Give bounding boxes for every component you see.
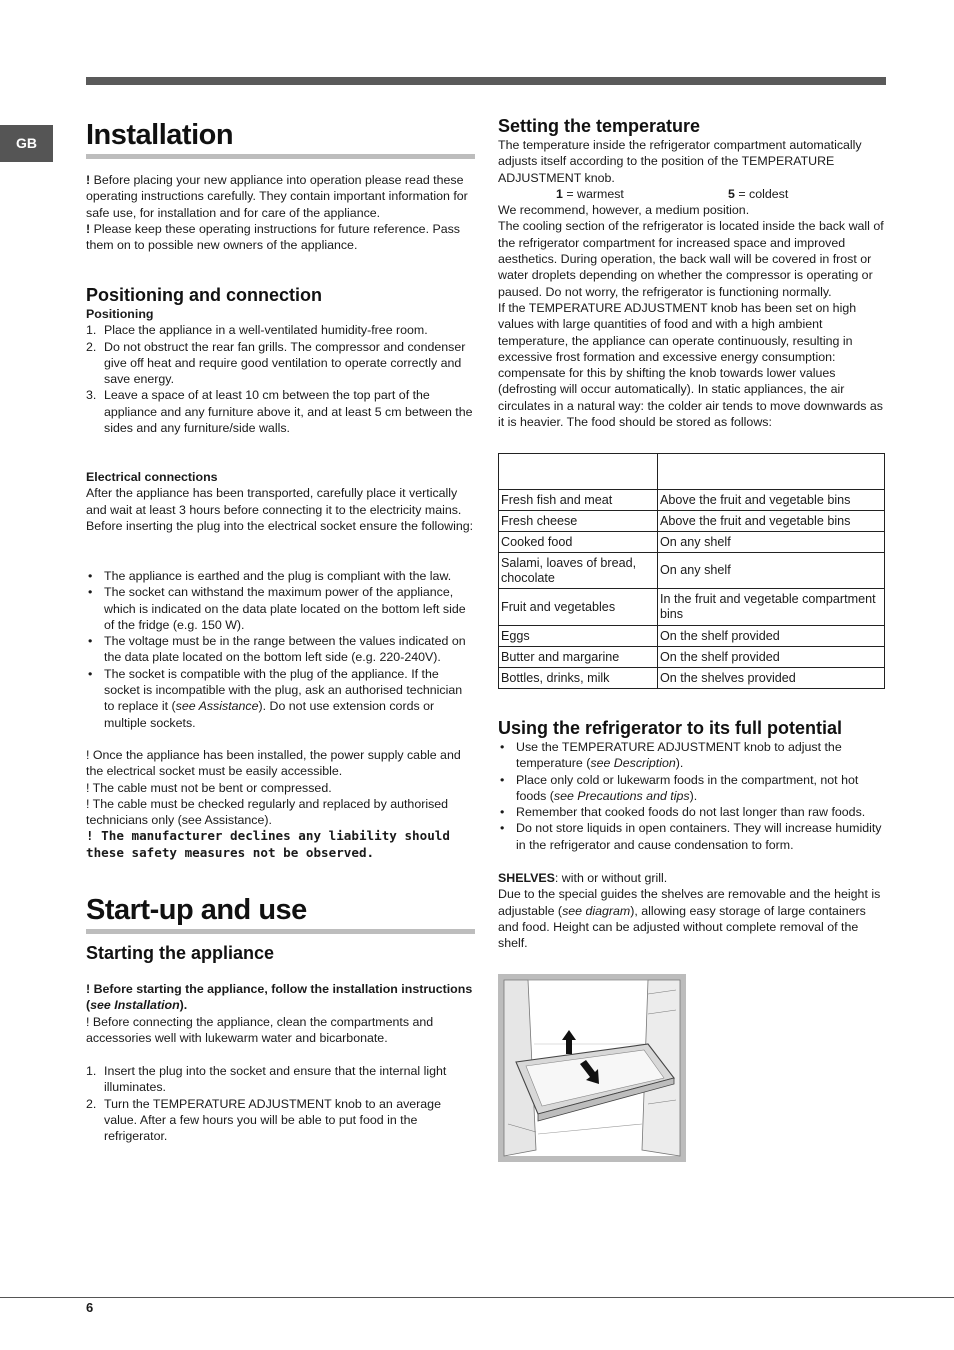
table-row: Eggs On the shelf provided [499, 626, 885, 647]
bold-warning: ! Before starting the appliance, follow the installation instructions (see Installation). [86, 982, 473, 1013]
electrical-section [86, 469, 475, 534]
shelves-text: Due to the special guides the shelves are removable and the height is adjustable (see diagram), allowing easy storage of large containers and food. Height can be adjusted without complete removal of the shelf. [498, 887, 881, 951]
list-item: • The appliance is earthed and the plug is compliant with the law. [88, 569, 452, 583]
positioning-heading: Positioning and connection [86, 285, 322, 305]
startup-steps [86, 1063, 475, 1144]
temperature-text-1: The temperature inside the refrigerator compartment automatically adjusts itself according to the position of the TEMPERATURE ADJUSTMENT knob. [498, 138, 862, 185]
list-item: • Place only cold or lukewarm foods in the compartment, not hot foods (see Precautions and tips). [500, 772, 859, 803]
list-item: 1. Place the appliance in a well-ventilated humidity-free room. [86, 323, 428, 338]
intro-paragraph-1 [86, 172, 475, 221]
warning-text: ! The cable must be checked regularly and replaced by authorised technicians only (see Assistance). [86, 796, 449, 828]
starting-heading-wrap [86, 943, 475, 964]
installation-title: Installation [86, 119, 234, 151]
table-row: Cooked food On any shelf [499, 532, 885, 553]
electrical-text: After the appliance has been transported, carefully place it vertically and wait at least 3 hours before connecting it to the electricity mains. Before inserting the plug into the electrical socket ensure the following: [86, 486, 474, 533]
installation-warnings [86, 747, 475, 861]
knob-scale [498, 186, 886, 202]
electrical-checklist [86, 568, 475, 731]
warning-text: ! The cable must not be bent or compressed. [86, 780, 332, 795]
table-row: Fresh fish and meat Above the fruit and vegetable bins [499, 490, 885, 511]
storage-table [498, 453, 885, 689]
temperature-text-4: If the TEMPERATURE ADJUSTMENT knob has been set on high values with large quantities of food and with a high ambient temperature, the appliance can operate continuously, resulting in excessive frost formation and excessive energy consumption: compensate for this by shifting the knob towards lower values (defrosting will occur automatically). In static appliances, the air circulates in a natural way: the colder air tends to move downwards as it is heavier. The food should be stored as follows: [498, 300, 883, 430]
starting-heading: Starting the appliance [86, 943, 275, 963]
positioning-section [86, 285, 475, 436]
positioning-subheading: Positioning [86, 307, 154, 321]
clean-warning: ! Before connecting the appliance, clean the compartments and accessories well with lukewarm water and bicarbonate. [86, 1014, 434, 1045]
list-item: • The socket can withstand the maximum power of the appliance, which is indicated on the data plate located on the bottom left side of the fridge (e.g. 150 W). [88, 585, 466, 632]
coldest-label: 5 = coldest [728, 186, 789, 201]
shelf-diagram [498, 974, 686, 1162]
footer-rule [0, 1297, 954, 1298]
title-rule [86, 154, 475, 159]
intro-text-1: Before placing your new appliance into operation please read these operating instructions carefully. They contain important information for safe use, for installation and for care of the appliance. [86, 173, 468, 220]
potential-section [498, 718, 886, 853]
list-item: • Remember that cooked foods do not last longer than raw foods. [500, 805, 866, 820]
shelves-label-line: SHELVES: with or without grill. [498, 871, 668, 885]
potential-heading: Using the refrigerator to its full potential [498, 718, 843, 738]
warning-mark: ! [86, 221, 91, 236]
warning-mark: ! [86, 173, 91, 187]
liability-warning: ! The manufacturer declines any liability should these safety measures not be observed. [86, 828, 450, 860]
shelves-section [498, 870, 886, 951]
list-item: 1. Insert the plug into the socket and ensure that the internal light illuminates. [86, 1064, 447, 1095]
list-item: • Use the TEMPERATURE ADJUSTMENT knob to adjust the temperature (see Description). [500, 740, 842, 771]
title-rule [86, 929, 475, 934]
positioning-list [86, 322, 475, 436]
list-item: • Do not store liquids in open containers. They will increase humidity in the refrigerator and cause condensation to form. [500, 821, 882, 852]
table-row: Fruit and vegetables In the fruit and vegetable compartment bins [499, 589, 885, 626]
shelf-diagram-illustration [498, 974, 686, 1162]
temperature-heading: Setting the temperature [498, 116, 701, 136]
page-number: 6 [86, 1300, 94, 1315]
top-rule [86, 77, 886, 85]
table-row: Salami, loaves of bread, chocolate On any shelf [499, 553, 885, 589]
list-item: 2. Turn the TEMPERATURE ADJUSTMENT knob to an average value. After a few hours you will be able to put food in the refrigerator. [86, 1096, 441, 1144]
table-row: Fresh cheese Above the fruit and vegetable bins [499, 511, 885, 532]
intro-paragraph-2 [86, 221, 475, 254]
table-row: Butter and margarine On the shelf provided [499, 647, 885, 668]
starting-warnings [86, 981, 475, 1046]
list-item: 3. Leave a space of at least 10 cm between the top part of the appliance and any furniture above it, and at least 5 cm between the sides and any furniture/side walls. [86, 388, 473, 436]
temperature-text-3: The cooling section of the refrigerator is located inside the back wall of the refrigerator compartment for increased space and improved aesthetics. During operation, the back wall will be covered in frost or water droplets depending on whether the compressor is operating or paused. Do not worry, the refrigerator is functioning normally. [498, 219, 884, 299]
startup-title: Start-up and use [86, 894, 307, 926]
warning-text: ! Once the appliance has been installed, the power supply cable and the electrical socket must be easily accessible. [86, 748, 461, 779]
installation-intro [86, 172, 475, 253]
temperature-section [498, 116, 886, 430]
table-row: Bottles, drinks, milk On the shelves provided [499, 668, 885, 689]
list-item: • The voltage must be in the range between the values indicated on the data plate located on the bottom left side (e.g. 220-240V). [88, 634, 466, 665]
electrical-subheading: Electrical connections [86, 470, 218, 484]
intro-text-2: Please keep these operating instructions for future reference. Pass them on to possible new owners of the appliance. [86, 221, 461, 253]
list-item: • The socket is compatible with the plug of the appliance. If the socket is incompatible with the plug, ask an authorised technician to replace it (see Assistance). Do not use extension cords or multiple sockets. [88, 666, 463, 730]
temperature-text-2: We recommend, however, a medium position. [498, 203, 750, 218]
startup-section [86, 893, 475, 934]
table-header-row [499, 454, 885, 490]
language-tab: GB [0, 125, 53, 162]
warmest-label: 1 = warmest [556, 186, 624, 201]
installation-section [86, 118, 475, 159]
list-item: 2. Do not obstruct the rear fan grills. The compressor and condenser give off heat and require good ventilation to operate correctly and save energy. [86, 339, 466, 387]
